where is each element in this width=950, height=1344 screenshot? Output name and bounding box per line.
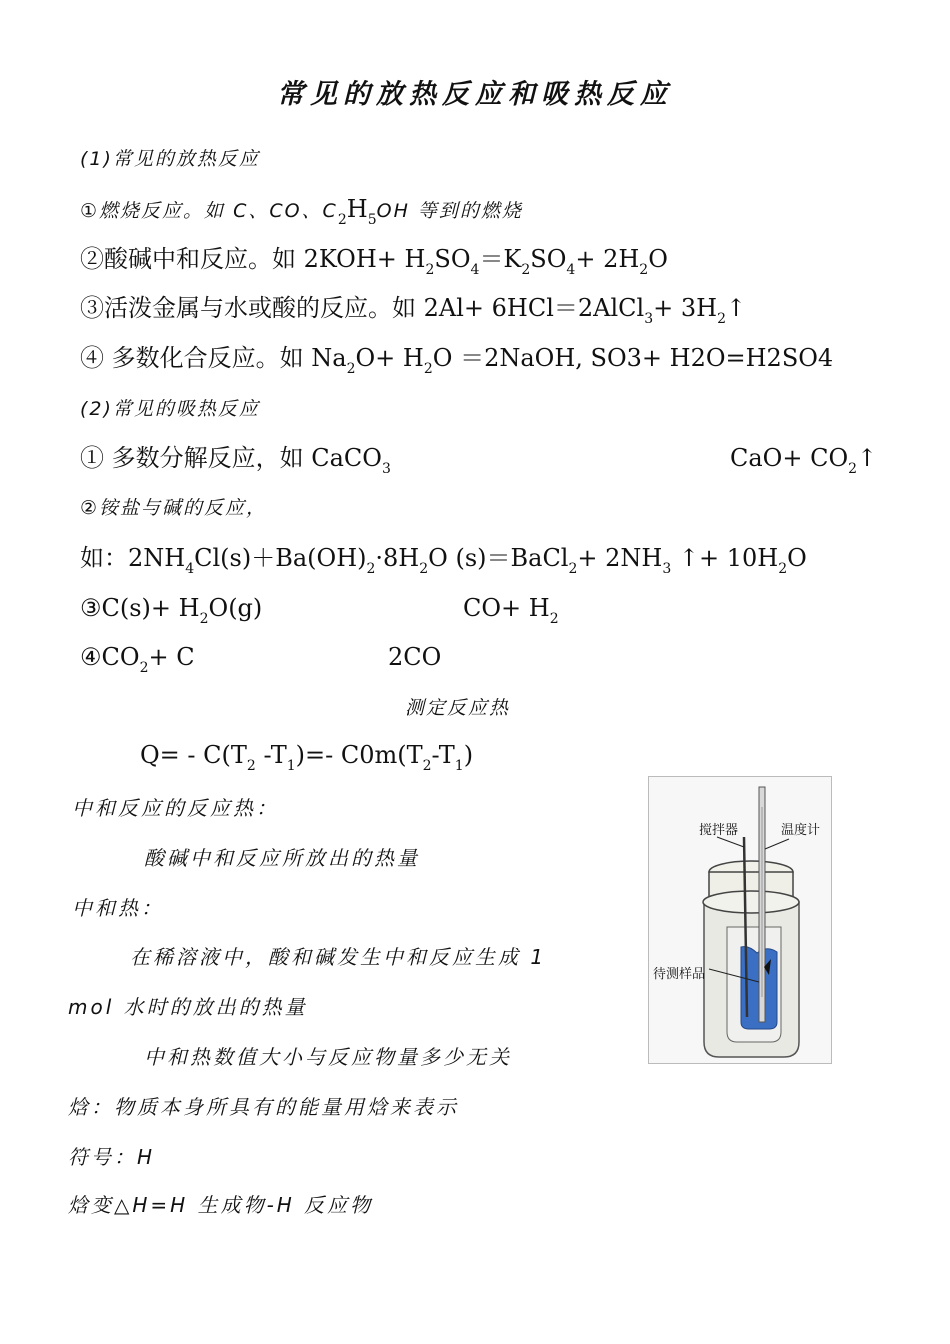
text: Q= - C(T	[140, 741, 247, 769]
sub: 4	[566, 262, 576, 278]
exo-line-3	[80, 293, 747, 327]
text: )=- C0m(T	[295, 741, 423, 769]
neutral-desc-3: 中和热数值大小与反应物量多少无关	[144, 1045, 512, 1069]
label-thermometer: 温度计	[781, 823, 821, 838]
endo-line-1	[80, 443, 391, 477]
neutral-desc-1: 酸碱中和反应所放出的热量	[144, 846, 420, 870]
text: ③C(s)+ H	[80, 594, 200, 622]
neutral-desc-2a: 在稀溶液中，酸和碱发生中和反应生成 1	[130, 945, 547, 969]
sub: 3	[381, 461, 391, 477]
neutral-desc-2b: mol 水时的放出的热量	[68, 995, 308, 1019]
sub: 1	[286, 758, 296, 774]
sub: 1	[454, 758, 464, 774]
sub: 2	[639, 262, 649, 278]
exo-line-2	[80, 244, 668, 278]
text: + 2NH	[577, 544, 663, 572]
text: ④ 多数化合反应。如 Na	[80, 344, 347, 372]
text: ↑	[857, 444, 878, 472]
text: Cl(s)＋Ba(OH)	[194, 544, 367, 572]
sub: 4	[470, 262, 480, 278]
text: ④CO	[80, 643, 140, 671]
text: 如：2NH	[80, 544, 186, 572]
sub: 2	[549, 611, 559, 627]
text: -T	[255, 741, 287, 769]
text: ＝K	[479, 245, 522, 273]
text: ↑	[725, 294, 747, 322]
endo-line-1-products	[730, 443, 878, 477]
sub: 2	[419, 561, 429, 577]
sub: 2	[199, 611, 209, 627]
text: O+ H	[355, 344, 424, 372]
exo-line-4	[80, 343, 834, 377]
calorimeter-illustration	[648, 776, 832, 1064]
exo-line-1	[80, 194, 523, 226]
sub: 2	[568, 561, 578, 577]
enthalpy-line-1: 焓：物质本身所具有的能量用焓来表示	[68, 1095, 459, 1119]
sub: 2	[139, 660, 149, 676]
sub: 4	[185, 561, 195, 577]
text: + C	[148, 643, 195, 671]
endo-line-5-products: 2CO	[388, 643, 442, 671]
text: -T	[431, 741, 455, 769]
enthalpy-line-2: 符号：H	[68, 1145, 156, 1169]
sub: 2	[717, 311, 726, 327]
label-stirrer: 搅拌器	[699, 823, 739, 838]
text: O (s)＝BaCl	[428, 544, 569, 572]
neutral-heading-2: 中和热：	[72, 896, 164, 920]
sub: 2	[422, 758, 432, 774]
sub: 2	[337, 212, 347, 228]
endo-line-2: ②铵盐与碱的反应，	[80, 497, 268, 519]
endo-heading: (2)常见的吸热反应	[80, 398, 260, 420]
heat-formula	[140, 740, 474, 774]
text: ① 多数分解反应，如 CaCO	[80, 444, 382, 472]
exo-heading: (1)常见的放热反应	[80, 148, 260, 170]
text: O	[648, 245, 668, 273]
text: O	[787, 544, 807, 572]
text: ②酸碱中和反应。如 2KOH+ H	[80, 245, 426, 273]
sub: 3	[644, 311, 654, 327]
text: O ＝2NaOH, SO3+ H2O=H2SO4	[432, 344, 834, 372]
text: SO	[434, 245, 471, 273]
text: + 2H	[575, 245, 640, 273]
measure-heading: 测定反应热	[405, 697, 511, 719]
text: + 3H	[653, 294, 718, 322]
text: ③活泼金属与水或酸的反应。如 2Al+ 6HCl＝2AlCl	[80, 294, 645, 322]
sub: 3	[662, 561, 672, 577]
enthalpy-line-3: 焓变△H=H 生成物-H 反应物	[68, 1193, 374, 1217]
endo-line-4	[80, 593, 263, 627]
text: O(g)	[208, 594, 263, 622]
page-title: 常见的放热反应和吸热反应	[277, 79, 673, 110]
sub: 2	[246, 758, 256, 774]
text: SO	[530, 245, 567, 273]
sub: 2	[848, 461, 858, 477]
sub: 2	[366, 561, 376, 577]
neutral-heading-1: 中和反应的反应热：	[72, 796, 279, 820]
sub: 2	[346, 361, 356, 377]
endo-line-4-products	[463, 593, 559, 627]
text: ·8H	[375, 544, 420, 572]
text: CO+ H	[463, 594, 550, 622]
sub: 2	[423, 361, 433, 377]
sub: 2	[778, 561, 788, 577]
text: ↑+ 10H	[671, 544, 779, 572]
text: CaO+ CO	[730, 444, 849, 472]
text: )	[463, 741, 474, 769]
sub: 2	[425, 262, 435, 278]
text: H	[346, 195, 368, 223]
sub: 5	[367, 212, 377, 228]
exo-l1-text: ①燃烧反应。如 C、CO、C	[80, 200, 338, 222]
text: OH 等到的燃烧	[376, 200, 523, 222]
label-sample: 待测样品	[653, 967, 706, 982]
endo-line-3	[80, 543, 807, 577]
sub: 2	[521, 262, 531, 278]
endo-line-5	[80, 642, 195, 676]
